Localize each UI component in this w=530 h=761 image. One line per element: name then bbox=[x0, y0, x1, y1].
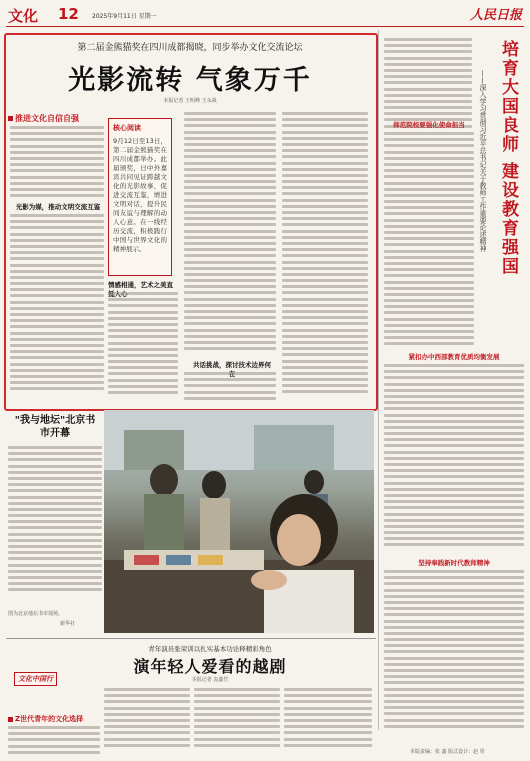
lead-section-title-1: 光影为媒，推动文明交流互鉴 bbox=[15, 203, 101, 211]
right-article-3-title: 坚持奉践新时代教师精神 bbox=[418, 559, 490, 567]
bottom-section-rule bbox=[6, 638, 376, 639]
column-logo: 文化中国行 bbox=[14, 672, 57, 686]
lead-body-col-3b bbox=[184, 372, 276, 403]
bottom-subtitle: 青年演员张荣训以扎实基本功诠释精彩角色 bbox=[148, 645, 272, 653]
core-reading-box bbox=[108, 118, 172, 276]
core-reading-text: 9月12日至13日，第二届金熊猫奖在四川成都举办。此届颁奖，日中外嘉宾共同见证跨越文化的光影故事，促进交流互鉴，增进文明对话，提升民间友谊与理解的动人心意。在一线经历交流，积极践行中国与世界文化的精神展示。 bbox=[113, 137, 167, 253]
photo-credit: 新华社 bbox=[60, 621, 76, 627]
lead-body-col-3 bbox=[184, 112, 276, 353]
bottom-byline: 本报记者 袁鑫竹 bbox=[191, 677, 229, 683]
bottom-col-3 bbox=[284, 688, 372, 750]
masthead-rule bbox=[6, 26, 524, 27]
lead-body-col-1b bbox=[10, 214, 104, 393]
right-article-1-text bbox=[384, 132, 474, 349]
right-vertical-subtitle: ——深入学习贯彻习近平总书记关于教师工作重要论述精神 bbox=[479, 70, 487, 252]
bottom-left-text bbox=[8, 726, 100, 757]
lead-subtitle: 第二届金熊猫奖在四川成都揭晓，同步举办文化交流论坛 bbox=[77, 43, 303, 53]
bookfair-caption: 图为北京地坛书市现场。 bbox=[8, 611, 64, 617]
bottom-left-headline bbox=[8, 714, 83, 724]
lead-body-col-1 bbox=[10, 126, 104, 200]
bookfair-photo-illustration bbox=[104, 410, 374, 633]
red-square-icon bbox=[8, 116, 13, 121]
lead-body-col-4 bbox=[282, 112, 368, 397]
issue-date: 2025年9月11日 星期一 bbox=[92, 13, 157, 20]
right-column-divider bbox=[378, 30, 379, 730]
lead-left-headline bbox=[8, 113, 79, 124]
bookfair-photo bbox=[104, 410, 374, 633]
bottom-left-headline-text: Z世代青年的文化选择 bbox=[15, 715, 84, 723]
bottom-headline: 演年轻人爱看的越剧 bbox=[133, 657, 287, 676]
page-number: 12 bbox=[58, 5, 79, 23]
right-top-text bbox=[384, 38, 472, 131]
newspaper-logo: 人民日报 bbox=[470, 8, 523, 23]
lead-section-title-3: 共话挑战，探讨技术边界何 bbox=[193, 361, 271, 369]
lead-byline: 本报记者 王明峰 王永战 bbox=[163, 98, 217, 104]
bookfair-headline: "我与地坛"北京书市开幕 bbox=[14, 415, 96, 439]
right-article-2-text bbox=[384, 364, 524, 550]
bottom-col-1 bbox=[104, 688, 190, 750]
lead-section-title-2: 情感相通，艺术之美直 bbox=[108, 281, 173, 289]
right-article-3-text bbox=[384, 570, 524, 731]
right-vertical-title: 培育大国良师 建设教育强国 bbox=[498, 40, 518, 276]
lead-left-headline-text: 推进文化自信自强 bbox=[15, 114, 79, 123]
bottom-col-2 bbox=[194, 688, 280, 750]
lead-body-col-2 bbox=[108, 292, 178, 397]
bookfair-text bbox=[8, 446, 102, 595]
lead-headline: 光影流转 气象万千 bbox=[68, 65, 312, 96]
section-name: 文化 bbox=[8, 7, 39, 25]
page-footer: 本版责编：张 鑫 版式设计：赵 彤 bbox=[410, 749, 485, 755]
core-reading-title: 核心阅读 bbox=[113, 124, 141, 132]
right-article-1-title: 师范院校要强化使命担当 bbox=[393, 121, 465, 129]
right-article-2-title: 紧扣办中西部教育优质均衡发展 bbox=[408, 353, 500, 361]
red-square-icon bbox=[8, 717, 13, 722]
